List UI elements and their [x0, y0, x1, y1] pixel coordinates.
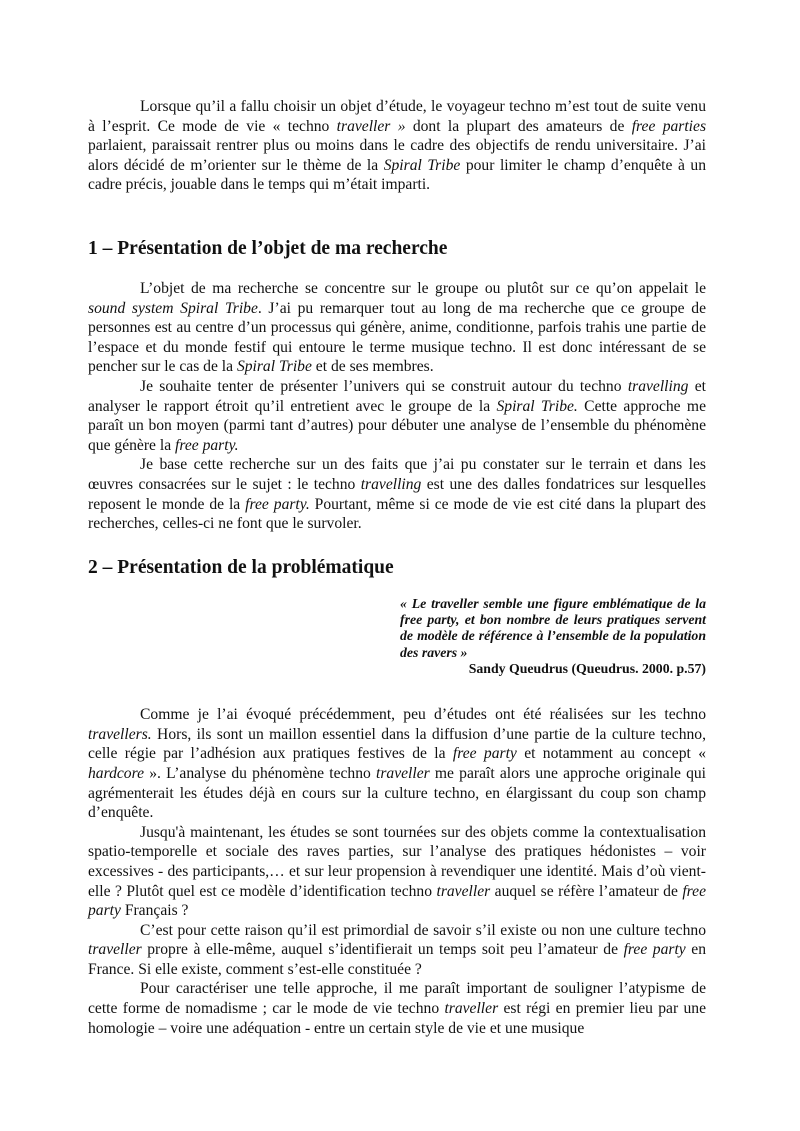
text-run: parlaient, paraissait rentrer plus ou moins dans le cadre des objectifs de rendu universitaire. J’ai alors décidé de m’orienter sur le thème de la [88, 137, 706, 174]
text-run: me paraît alors une approche originale qui agrémenterait les études déjà en cours sur la culture techno, en élargissant du coup son champ d’enquête. [88, 764, 706, 822]
epigraph-quote: « Le traveller semble une figure emblématique de la free party, et bon nombre de leurs pratiques servent de modèle de référence à l’ensemble de la population des ravers » [400, 595, 706, 660]
italic-run: free party [88, 882, 707, 920]
section-2-paragraph [88, 921, 706, 980]
italic-run: free party. [175, 436, 239, 454]
italic-run: travellers. [88, 725, 152, 743]
section-1-paragraph [88, 279, 706, 377]
section-2-paragraph [88, 823, 706, 921]
italic-run: traveller [444, 1000, 499, 1018]
intro-paragraph [88, 97, 706, 195]
italic-run: free party [623, 941, 686, 959]
text-run: ». L’analyse du phénomène techno [144, 764, 377, 782]
text-run: C’est pour cette raison qu’il est primordial de savoir s’il existe ou non une culture techno [140, 921, 706, 939]
epigraph-author: Sandy Queudrus (Queudrus. 2000. p.57) [468, 660, 706, 676]
italic-run: free party [452, 745, 517, 763]
section-2-heading: 2 – Présentation de la problématique [88, 556, 394, 578]
text-run: Je souhaite tenter de présenter l’univers qui se construit autour du techno [140, 377, 628, 395]
section-2-paragraph [88, 705, 706, 823]
text-run: Cette approche me paraît un bon moyen (parmi tant d’autres) pour débuter une analyse de l’ensemble du phénomène que génère la [88, 397, 706, 454]
text-run: Comme je l’ai évoqué précédemment, peu d’études ont été réalisées sur les techno [140, 706, 706, 724]
text-run: Français ? [120, 902, 189, 920]
section-1-paragraph [88, 455, 706, 533]
italic-run: hardcore [88, 764, 145, 782]
italic-run: travelling [627, 377, 689, 395]
italic-run: free parties [631, 117, 707, 135]
italic-run: traveller [376, 764, 430, 782]
section-1-paragraph [88, 377, 706, 455]
italic-run: Spiral Tribe [236, 358, 312, 376]
text-run: dont la plupart des amateurs de [405, 117, 632, 135]
document-body [88, 97, 706, 1038]
text-run: Lorsque qu’il a fallu choisir un objet d’étude, le voyageur techno m’est tout de suite venu à l’esprit. Ce mode de vie « techno [88, 98, 706, 135]
italic-run: Spiral Tribe. [496, 397, 578, 415]
text-run: Je base cette recherche sur un des faits que j’ai pu constater sur le terrain et dans les œuvres consacrées sur le sujet : le techno [88, 456, 706, 493]
text-run: Pourtant, même si ce mode de vie est cité dans la plupart des recherches, celles-ci ne font que le survoler. [88, 495, 706, 533]
text-run: et analyser le rapport étroit qu’il entretient avec le groupe de la [88, 377, 707, 415]
text-run: et de ses membres. [311, 358, 434, 376]
text-run: . J’ai pu remarquer tout au long de ma recherche que ce groupe de personnes est au centre d’un processus qui génère, anime, conditionne, parfois trahis une partie de l’espace et du monde festif qui entoure le terme musique techno. Il est donc intéressant de se pencher sur le cas de la [88, 299, 706, 376]
italic-run: traveller [436, 882, 491, 900]
italic-run: travelling [360, 475, 422, 493]
text-run: L’objet de ma recherche se concentre sur le groupe ou plutôt sur ce qu’on appelait le [140, 279, 706, 297]
text-run: est régi en premier lieu par une homologie – voire une adéquation - entre un certain style de vie et une musique [88, 1000, 706, 1037]
italic-run: free party. [245, 495, 310, 513]
text-run: en France. Si elle existe, comment s’est-elle constituée ? [88, 941, 706, 978]
text-run: Hors, ils sont un maillon essentiel dans la diffusion d’une partie de la culture techno, celle régie par l’adhésion aux pratiques festives de la [88, 725, 706, 763]
text-run: propre à elle-même, auquel s’identifierait un temps soit peu l’amateur de [141, 941, 624, 959]
text-run: pour limiter le champ d’enquête à un cadre précis, jouable dans le temps qui m’était imparti. [88, 156, 706, 194]
text-run: Jusqu'à maintenant, les études se sont tournées sur des objets comme la contextualisation spatio-temporelle et sociale des raves parties, sur l’analyse des pratiques hédonistes – voir excessives - des participants,… et sur leur propension à revendiquer une identité. Mais d’où vient-elle ? Plutôt quel est ce modèle d’identification techno [88, 823, 706, 900]
italic-run: Spiral Tribe [383, 156, 461, 174]
italic-run: sound system Spiral Tribe [88, 299, 258, 317]
text-run: auquel se réfère l’amateur de [490, 882, 683, 900]
italic-run: traveller [88, 941, 142, 959]
text-run: est une des dalles fondatrices sur lesquelles reposent le monde de la [88, 475, 707, 513]
text-run: Pour caractériser une telle approche, il me paraît important de souligner l’atypisme de cette forme de nomadisme ; car le mode de vie techno [88, 980, 706, 1018]
section-1-heading: 1 – Présentation de l’objet de ma recherche [88, 237, 448, 259]
text-run: et notamment au concept « [516, 745, 707, 763]
italic-run: traveller » [336, 117, 406, 135]
section-2-paragraph [88, 979, 706, 1038]
